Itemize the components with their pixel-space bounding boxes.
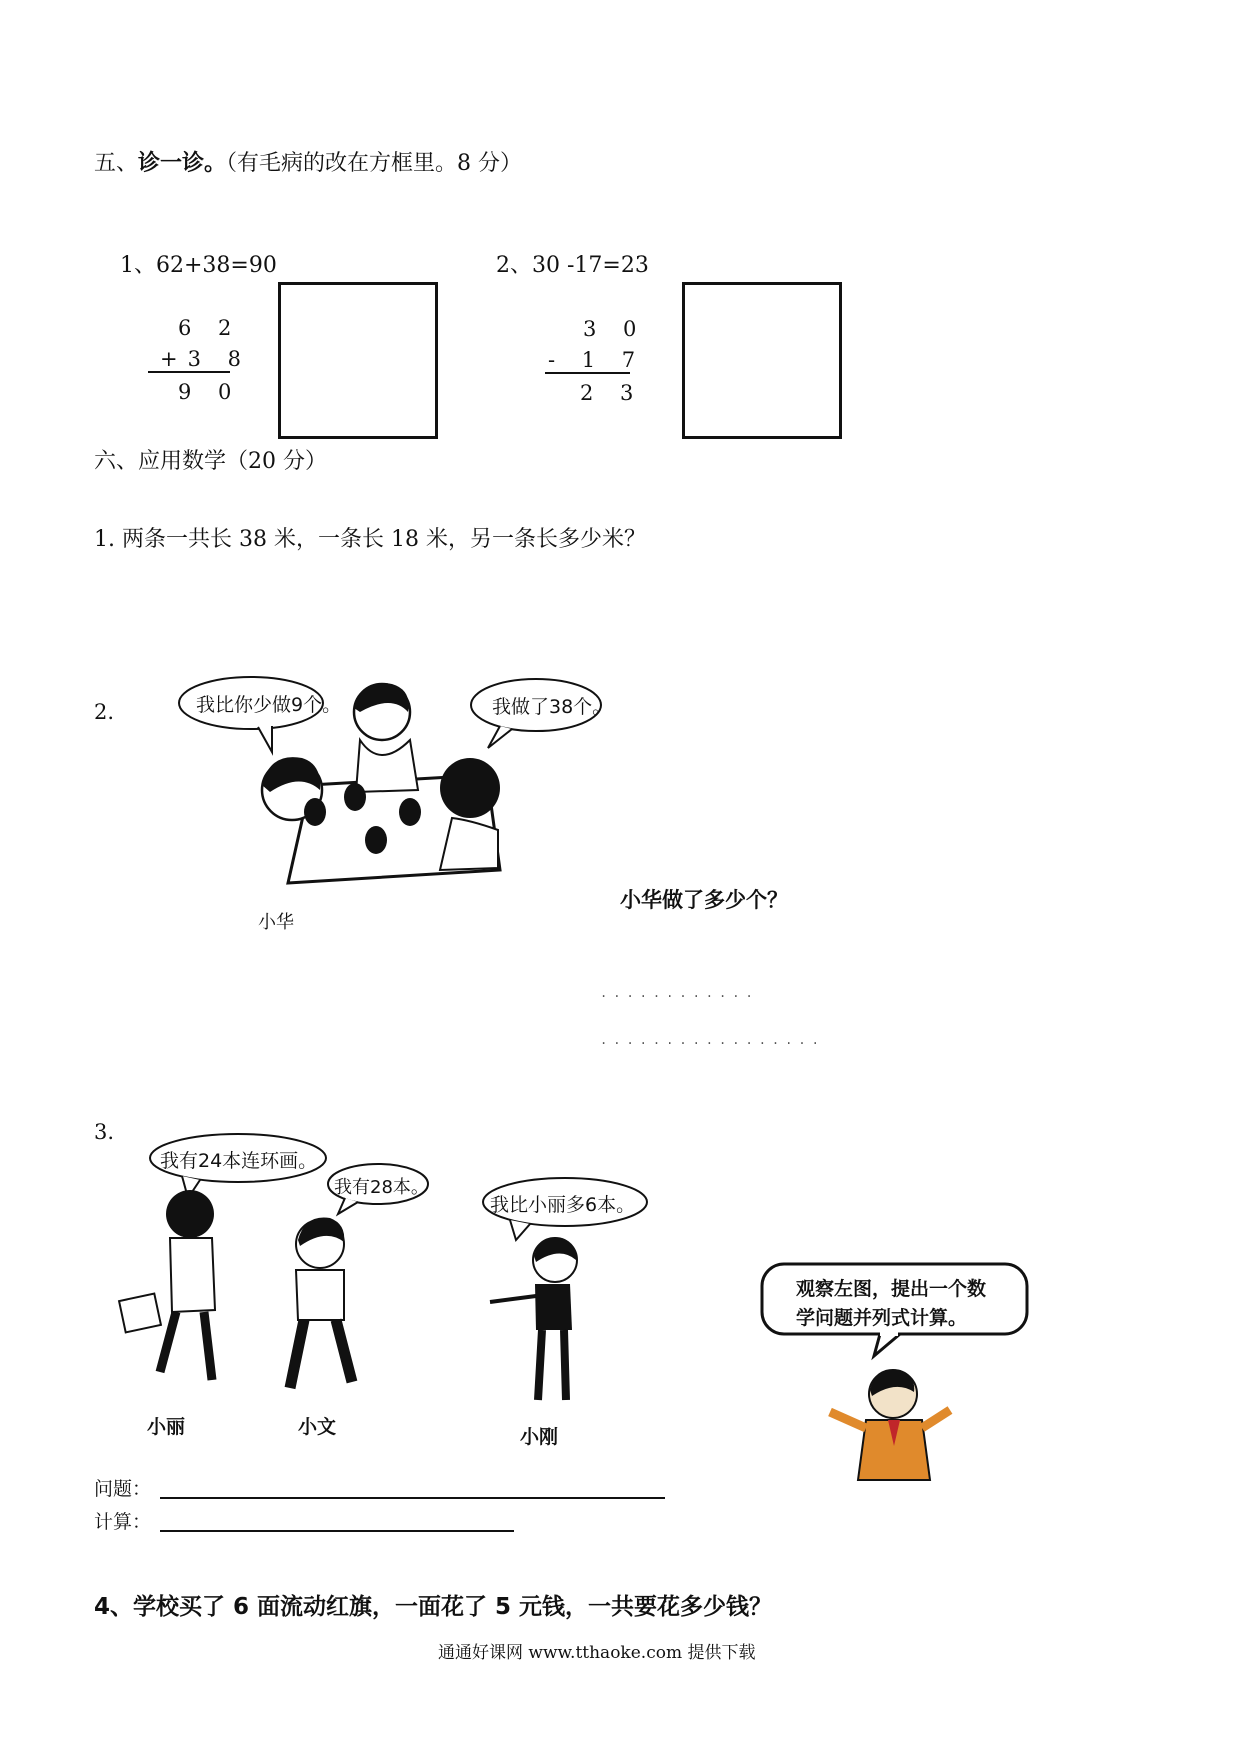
bubble-xiaohua: 我比你少做9个。: [196, 694, 342, 716]
answer-dots-2: .................: [600, 1033, 825, 1047]
question-1: 1. 两条一共长 38 米，一条长 18 米，另一条长多少米？: [94, 527, 646, 552]
section-5-heading: 五、诊一诊。（有毛病的改在方框里。8 分）: [94, 151, 523, 176]
question-2-number: 2.: [94, 700, 115, 724]
question-answer-line[interactable]: [160, 1497, 665, 1499]
problem-2-row1: 3 0: [583, 317, 647, 341]
section-6-heading: 六、应用数学（20 分）: [94, 449, 327, 474]
question-label: 问题：: [94, 1478, 152, 1500]
bubble-xiaogang: 我比小丽多6本。: [490, 1194, 636, 1216]
problem-1-row3: 9 0: [178, 380, 242, 404]
prompt-line-1: 观察左图，提出一个数: [796, 1278, 987, 1300]
problem-1-label: 1、62+38=90: [120, 253, 277, 278]
problem-2-row2: - 1 7: [548, 348, 646, 372]
question-4: 4、学校买了 6 面流动红旗，一面花了 5 元钱，一共要花多少钱？: [94, 1594, 773, 1620]
problem-1-row2: +3 8: [160, 347, 251, 371]
xiaogang-name: 小刚: [520, 1426, 559, 1448]
problem-2-row3: 2 3: [580, 381, 644, 405]
xiaowen-name: 小文: [298, 1416, 337, 1438]
question-3-number: 3.: [94, 1120, 115, 1144]
bubble-xiaoli: 我有24本连环画。: [160, 1150, 318, 1172]
footer-credit: 通通好课网 www.tthaoke.com 提供下载: [438, 1643, 756, 1663]
prompt-line-2: 学问题并列式计算。: [796, 1307, 968, 1329]
bubble-other-kid: 我做了38个。: [492, 696, 612, 718]
problem-2-label: 2、30 -17=23: [496, 253, 649, 278]
question-2-prompt: 小华做了多少个？: [620, 888, 788, 912]
calc-label: 计算：: [94, 1511, 152, 1533]
problem-1-row1: 6 2: [178, 316, 242, 340]
bubble-xiaowen: 我有28本。: [334, 1177, 429, 1198]
xiaoli-name: 小丽: [147, 1416, 186, 1438]
answer-dots-1: ............: [600, 986, 759, 1000]
calc-answer-line[interactable]: [160, 1530, 514, 1532]
xiaohua-name: 小华: [258, 912, 294, 933]
